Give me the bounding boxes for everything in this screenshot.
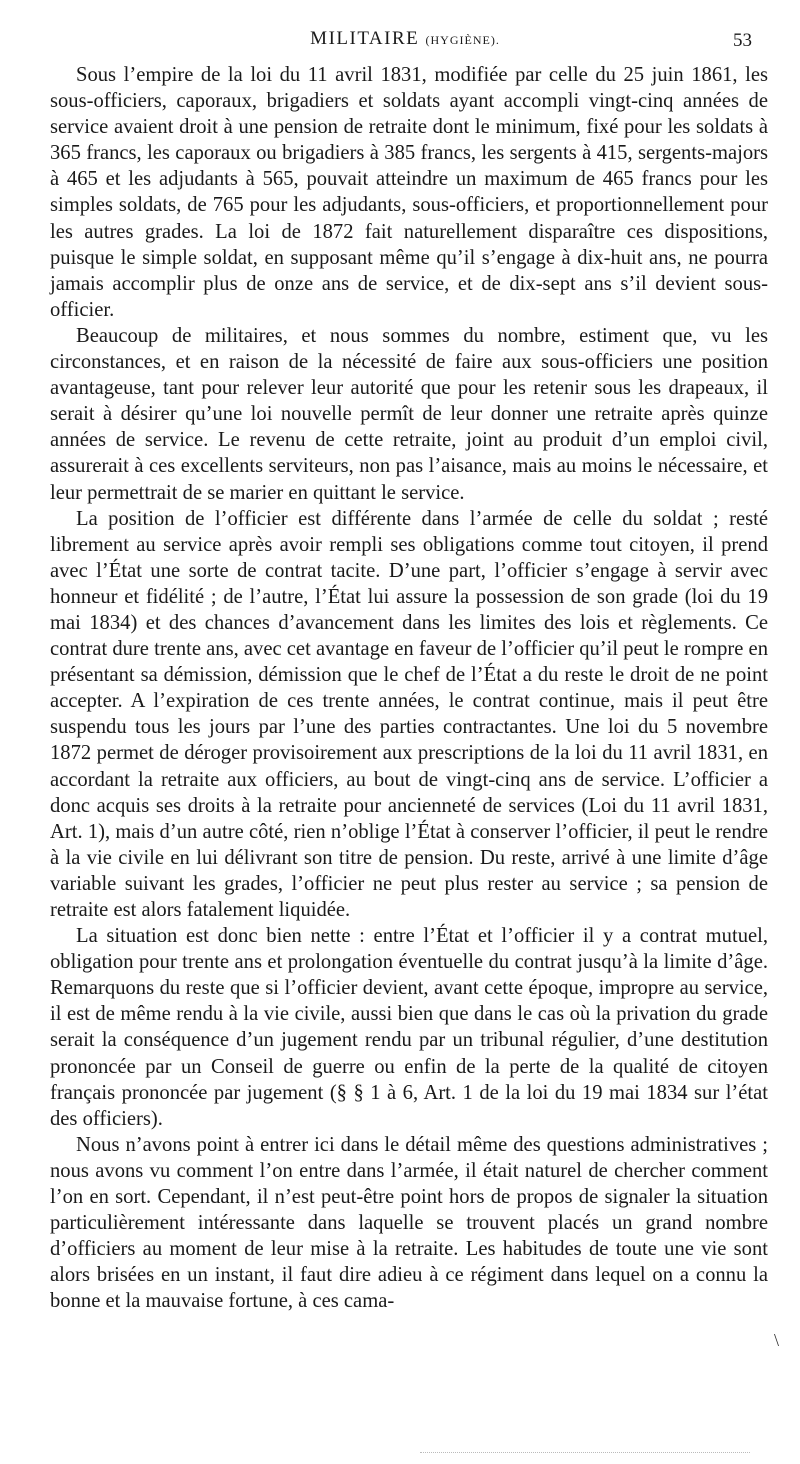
- running-title: [50, 28, 760, 50]
- margin-mark: \: [774, 1330, 780, 1350]
- paragraph: Nous n’avons point à entrer ici dans le détail même des questions administratives ; nous avons vu comment l’on entre dans l’armée, il était naturel de chercher comment l’on en sort. Cependant, il n’est peut-être point hors de propos de signaler la situation particulièrement intéressante dans laquelle se trouvent placés un grand nombre d’officiers au moment de leur mise à la retraite. Les habitudes de toute une vie sont alors brisées en un instant, il faut dire adieu à ce régiment dans lequel on a connu la bonne et la mauvaise fortune, à ces cama-: [50, 1133, 768, 1313]
- running-head: [50, 28, 760, 54]
- footer-rule: [420, 1452, 750, 1453]
- page-number: 53: [733, 30, 752, 51]
- paragraph: La situation est donc bien nette : entre l’État et l’officier il y a contrat mutuel, obligation pour trente ans et prolongation éventuelle du contrat jusqu’à la limite d’âge. Remarquons du reste que si l’officier devient, avant cette époque, impropre au service, il est de même rendu à la vie civile, aussi bien que dans le cas où la privation du grade serait la conséquence d’un jugement rendu par un tribunal régulier, d’une destitution prononcée par un Conseil de guerre ou enfin de la perte de la qualité de citoyen français prononcée par jugement (§ § 1 à 6, Art. 1 de la loi du 19 mai 1834 sur l’état des officiers).: [50, 925, 768, 1130]
- paragraph: La position de l’officier est différente dans l’armée de celle du soldat ; resté librement au service après avoir rempli ses obligations comme tout citoyen, il prend avec l’État une sorte de contrat tacite. D’une part, l’officier s’engage à servir avec honneur et fidélité ; de l’autre, l’État lui assure la possession de son grade (loi du 19 mai 1834) et des chances d’avancement dans les limites des lois et règlements. Ce contrat dure trente ans, avec cet avantage en faveur de l’officier qu’il peut le rompre en présentant sa démission, démission que le chef de l’État a du reste le droit de ne point accepter. A l’expiration de ces trente années, le contrat continue, mais il peut être suspendu tous les jours par l’une des parties contractantes. Une loi du 5 novembre 1872 permet de déroger provisoirement aux prescriptions de la loi du 11 avril 1831, en accordant la retraite aux officiers, au bout de vingt-cinq ans de service. L’officier a donc acquis ses droits à la retraite pour ancienneté de services (Loi du 11 avril 1831, Art. 1), mais d’un autre côté, rien n’oblige l’État à conserver l’officier, il peut le rendre à la vie civile en lui délivrant son titre de pension. Du reste, arrivé à une limite d’âge variable suivant les grades, l’officier ne peut plus rester au service ; sa pension de retraite est alors fatalement liquidée.: [50, 507, 768, 921]
- body-text: [50, 62, 768, 1315]
- paragraph: Beaucoup de militaires, et nous sommes du nombre, estiment que, vu les circonstances, et en raison de la nécessité de faire aux sous-officiers une position avantageuse, tant pour relever leur autorité que pour les retenir sous les drapeaux, il serait à désirer qu’une loi nouvelle permît de leur donner une retraite après quinze années de service. Le revenu de cette retraite, joint au produit d’un emploi civil, assurerait à ces excellents serviteurs, non pas l’aisance, mais au moins le nécessaire, et leur permettrait de se marier en quittant le service.: [50, 324, 768, 504]
- section-title: MILITAIRE: [310, 28, 420, 49]
- section-subtitle: (HYGIÈNE).: [425, 33, 500, 47]
- paragraph: Sous l’empire de la loi du 11 avril 1831, modifiée par celle du 25 juin 1861, les sous-officiers, caporaux, brigadiers et soldats ayant accompli vingt-cinq années de service avaient droit à une pension de retraite dont le minimum, fixé pour les soldats à 365 francs, les caporaux ou brigadiers à 385 francs, les sergents à 415, sergents-majors à 465 et les adjudants à 565, pouvait atteindre un maximum de 465 francs pour les simples soldats, de 765 pour les adjudants, sous-officiers, et proportionnellement pour les autres grades. La loi de 1872 fait naturellement disparaître ces dispositions, puisque le simple soldat, en supposant même qu’il s’engage à dix-huit ans, ne pourra jamais accomplir plus de onze ans de service, et de dix-sept ans s’il devient sous-officier.: [50, 64, 768, 321]
